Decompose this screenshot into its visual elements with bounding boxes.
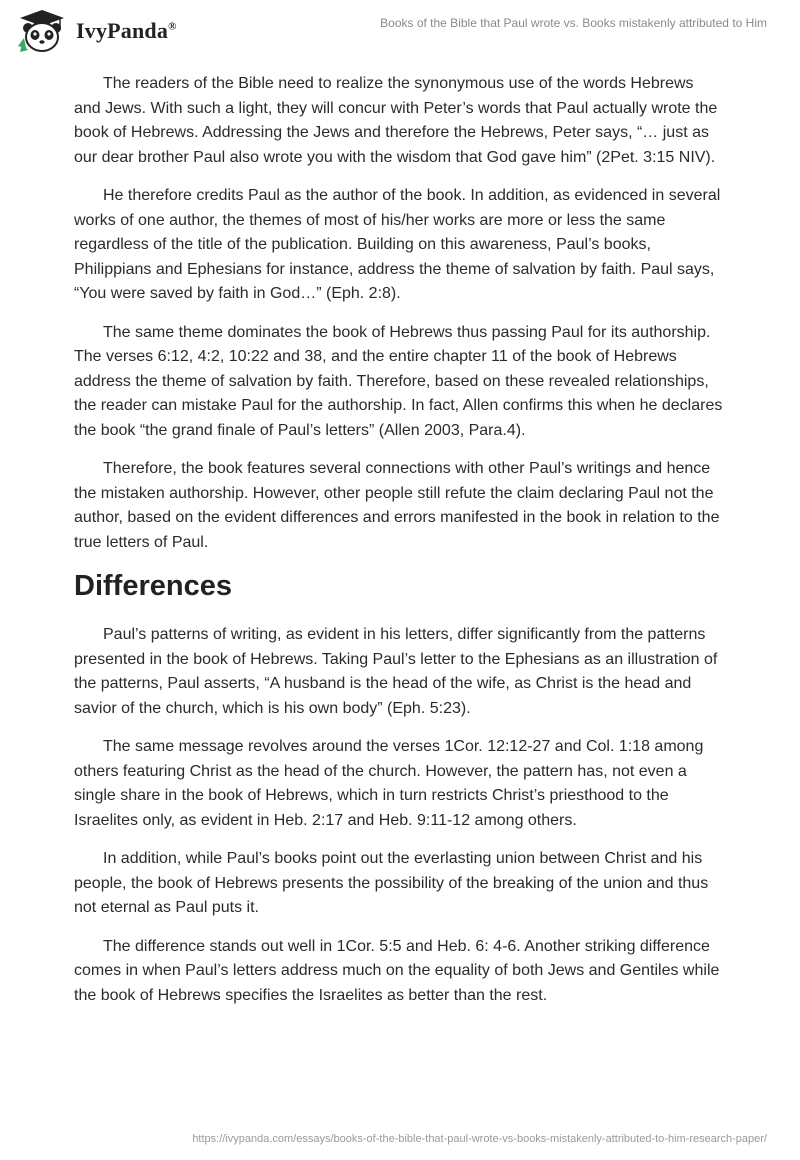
page-header	[0, 0, 800, 64]
paragraph: The same theme dominates the book of Hebrews thus passing Paul for its authorship. The verses 6:12, 4:2, 10:22 and 38, and the entire chapter 11 of the book of Hebrews address the theme of salvation by faith. Therefore, based on these revealed relationships, the reader can mistake Paul for the authorship. In fact, Allen confirms this when he declares the book “the grand finale of Paul’s letters” (Allen 2003, Para.4).	[74, 323, 723, 439]
document-title: Books of the Bible that Paul wrote vs. Books mistakenly attributed to Him	[380, 16, 767, 30]
paragraph: The difference stands out well in 1Cor. 5:5 and Heb. 6: 4-6. Another striking difference comes in when Paul’s letters address much on the equality of both Jews and Gentiles while the book of Hebrews specifies the Israelites as better than the rest.	[74, 937, 720, 1004]
paragraph: In addition, while Paul’s books point out the everlasting union between Christ and his people, the book of Hebrews presents the possibility of the breaking of the union and thus not eternal as Paul puts it.	[74, 850, 709, 916]
paragraph: The readers of the Bible need to realize the synonymous use of the words Hebrews and Jews. With such a light, they will concur with Peter’s words that Paul actually wrote the book of Hebrews. Addressing the Jews and therefore the Hebrews, Peter says, “… just as our dear brother Paul also wrote you with the wisdom that God gave him” (2Pet. 3:15 NIV).	[74, 75, 718, 166]
brand-logo[interactable]	[14, 8, 177, 54]
paragraph: He therefore credits Paul as the author of the book. In addition, as evidenced in several works of one author, the themes of most of his/her works are more or less the same regardless of the title of the publication. Building on this awareness, Paul’s books, Philippians and Ephesians for instance, address the theme of salvation by faith. Paul says, “You were saved by faith in God…” (Eph. 2:8).	[74, 187, 721, 302]
source-url[interactable]: https://ivypanda.com/essays/books-of-the-bible-that-paul-wrote-vs-books-mistakenly-attributed-to-him-research-paper/	[192, 1133, 767, 1145]
article-body	[74, 72, 724, 1022]
paragraph: Paul’s patterns of writing, as evident in his letters, differ significantly from the patterns presented in the book of Hebrews. Taking Paul’s letter to the Ephesians as an illustration of the patterns, Paul asserts, “A husband is the head of the wife, as Christ is the head and savior of the church, which is his own body” (Eph. 5:23).	[74, 626, 718, 717]
paragraph: Therefore, the book features several connections with other Paul’s writings and hence the mistaken authorship. However, other people still refute the claim declaring Paul not the author, based on the evident differences and errors manifested in the book in relation to the true letters of Paul.	[74, 460, 720, 551]
section-heading: Differences	[74, 570, 232, 602]
panda-logo-icon	[14, 8, 70, 54]
paragraph: The same message revolves around the verses 1Cor. 12:12-27 and Col. 1:18 among others featuring Christ as the head of the church. However, the pattern has, not even a single share in the book of Hebrews, which in turn restricts Christ’s priesthood to the Israelites only, as evident in Heb. 2:17 and Heb. 9:11-12 among others.	[74, 738, 704, 829]
brand-name: IvyPanda®	[76, 18, 177, 43]
